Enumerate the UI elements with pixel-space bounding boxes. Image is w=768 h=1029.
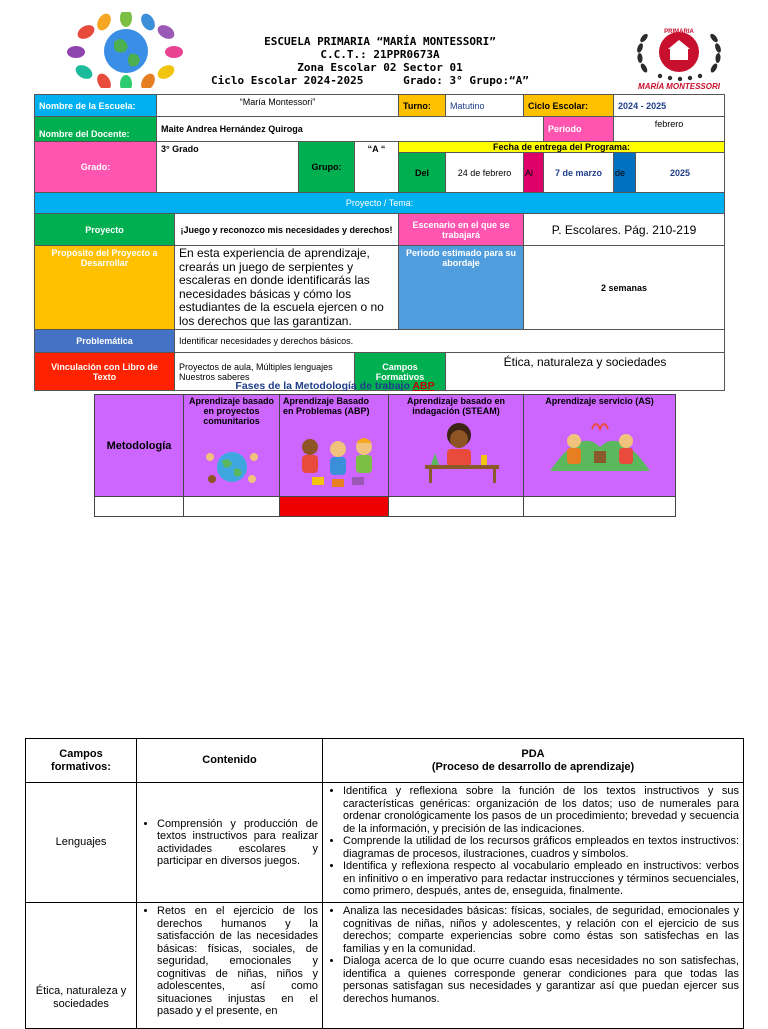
pda-table xyxy=(25,738,744,1029)
docente-value: Maite Andrea Hernández Quiroga xyxy=(157,117,544,142)
cct-line: C.C.T.: 21PPR0673A xyxy=(320,48,440,61)
methodology-title-text: Fases de la Metodología de trabajo xyxy=(235,380,410,392)
header-pda: PDA xyxy=(521,748,545,760)
method-empty-cell-5 xyxy=(524,497,676,517)
del-label: Del xyxy=(399,153,446,193)
zone-line: Zona Escolar 02 Sector 01 xyxy=(297,61,463,74)
escenario-value: P. Escolares. Pág. 210-219 xyxy=(524,214,725,246)
del-value: 24 de febrero xyxy=(446,153,524,193)
problematica-value: Identificar necesidades y derechos básicos. xyxy=(175,330,725,353)
method-selected-cell xyxy=(280,497,389,517)
method-col-3: Aprendizaje basado en indagación (STEAM) xyxy=(406,396,506,416)
service-kids-icon xyxy=(540,407,660,473)
header-contenido: Contenido xyxy=(137,739,323,783)
campo-cell: Lenguajes xyxy=(26,783,137,903)
methodology-row-label: Metodología xyxy=(95,395,184,497)
globe-kids-icon xyxy=(204,445,260,485)
grupo-label: Grupo: xyxy=(299,142,355,193)
ciclo-label: Ciclo Escolar: xyxy=(524,95,614,117)
turno-value: Matutino xyxy=(446,95,524,117)
campo-cell: Ética, naturaleza y sociedades xyxy=(26,903,137,1029)
periodo-estimado-value: 2 semanas xyxy=(524,246,725,330)
method-col-2: Aprendizaje Basado en Problemas (ABP) xyxy=(283,396,370,416)
vinculacion-value-2: Nuestros saberes xyxy=(179,371,250,382)
proyecto-value: ¡Juego y reconozco mis necesidades y derechos! xyxy=(175,214,399,246)
methodology-table xyxy=(94,394,676,517)
vinculacion-label: Vinculación con Libro de Texto xyxy=(35,353,175,391)
campos-value: Ética, naturaleza y sociedades xyxy=(446,353,725,391)
abp-link[interactable]: ABP xyxy=(412,380,435,392)
cycle-line: Ciclo Escolar 2024-2025 Grado: 3° Grupo:“A” xyxy=(211,74,529,87)
al-value: 7 de marzo xyxy=(544,153,614,193)
globe-icon xyxy=(104,29,148,73)
method-col-4: Aprendizaje servicio (AS) xyxy=(545,396,654,406)
pda-item: • Identifica y reflexiona sobre la función de los textos instructivos y sus características genéricas: organización de los datos; uso de numerales para ordenar cronológicamente los pasos de un procedimiento; brevedad y secuencia de la información, y precisión de las indicaciones. xyxy=(343,785,739,835)
school-title: ESCUELA PRIMARIA “MARÍA MONTESSORI” xyxy=(264,35,496,48)
de-label: de xyxy=(614,153,636,193)
method-empty-cell-2 xyxy=(184,497,280,517)
tema-label: Proyecto / Tema: xyxy=(35,193,725,214)
header-pda-subtitle: (Proceso de desarrollo de aprendizaje) xyxy=(431,760,635,773)
pda-item: • Analiza las necesidades básicas: físicas, sociales, de seguridad, emocionales y cognitivas de niñas, niños y adolescentes, y relación con el ejercicio de sus derechos; comparte experiencias sobre como éstas son satisfechas en las familias y en la comunidad. xyxy=(343,905,739,955)
project-info-table xyxy=(34,94,725,391)
school-logo xyxy=(620,18,738,94)
grado-label: Grado: xyxy=(35,142,157,193)
methodology-title xyxy=(180,380,490,392)
table-row xyxy=(26,783,744,903)
periodo-estimado-label: Periodo estimado para su abordaje xyxy=(399,246,524,330)
periodo-label: Periodo xyxy=(544,117,614,142)
contenido-item: • Retos en el ejercicio de los derechos humanos y la satisfacción de las necesidades básicas: físicas, sociales, de seguridad, emocionales y cognitivas de niñas, niños y adolescentes, así como situaciones injustas en el pasado y el presente, en xyxy=(157,905,318,1018)
escenario-label: Escenario en el que se trabajará xyxy=(399,214,524,246)
logo-top-text: PRIMARIA xyxy=(664,29,694,35)
school-value: “María Montessori” xyxy=(157,95,399,117)
method-empty-cell-4 xyxy=(389,497,524,517)
periodo-value: febrero xyxy=(614,117,725,142)
turno-label: Turno: xyxy=(399,95,446,117)
ciclo-value: 2024 - 2025 xyxy=(614,95,725,117)
proposito-value: En esta experiencia de aprendizaje, crearás un juego de serpientes y escaleras en donde identificarás las necesidades básicas y cómo los estudiantes de la escuela ejercen o no los derechos que las garantizan. xyxy=(175,246,399,330)
docente-label: Nombre del Docente: xyxy=(35,117,157,142)
problematica-label: Problemática xyxy=(35,330,175,353)
campos-label: Campos Formativos xyxy=(355,353,446,391)
proposito-label: Propósito del Proyecto a Desarrollar xyxy=(35,246,175,330)
logo-bottom-text: MARÍA MONTESSORI xyxy=(638,82,720,91)
contenido-item: • Comprensión y producción de textos instructivos para realizar actividades escolares y participar en diversos juegos. xyxy=(157,818,318,868)
proyecto-label: Proyecto xyxy=(35,214,175,246)
al-label: Al xyxy=(524,153,544,193)
method-col-1: Aprendizaje basado en proyectos comunitarios xyxy=(188,396,275,426)
grupo-value: “A “ xyxy=(355,142,399,193)
pda-item: • Dialoga acerca de lo que ocurre cuando esas necesidades no son satisfechas, identifica a quienes corresponde generar condiciones para que todas las personas satisfagan sus necesidades y garantizar así que puedan ejercer sus derechos humanos. xyxy=(343,955,739,1005)
header-campos: Campos formativos: xyxy=(26,739,137,783)
fecha-label: Fecha de entrega del Programa: xyxy=(399,142,725,153)
method-empty-cell-1 xyxy=(95,497,184,517)
pda-item: • Comprende la utilidad de los recursos gráficos empleados en textos instructivos: diagramas de procesos, ilustraciones, cuadros y símbolos. xyxy=(343,835,739,860)
school-label: Nombre de la Escuela: xyxy=(35,95,157,117)
grado-value: 3° Grado xyxy=(157,142,299,193)
kids-puzzle-icon xyxy=(292,435,382,491)
pda-item: • Identifica y reflexiona respecto al vocabulario empleado en instructivos: verbos en infinitivo o en imperativo para redactar instrucciones y términos secuenciales, como primero, después, antes de, enseguida, finalmente. xyxy=(343,860,739,898)
science-kid-icon xyxy=(417,419,507,485)
year-value: 2025 xyxy=(636,153,725,193)
table-row xyxy=(26,903,744,1029)
vinculacion-value-1: Proyectos de aula, Múltiples lenguajes xyxy=(179,361,333,372)
